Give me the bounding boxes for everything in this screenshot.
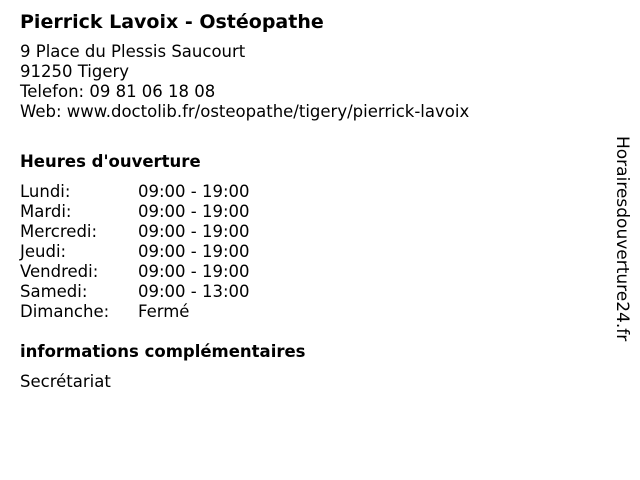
hours-heading: Heures d'ouverture: [20, 152, 201, 171]
hours-time: Fermé: [138, 302, 190, 321]
hours-day: Dimanche:: [20, 302, 110, 321]
address-line-2: 91250 Tigery: [20, 62, 130, 81]
phone-line: Telefon: 09 81 06 18 08: [20, 82, 216, 101]
hours-row-thursday: [20, 242, 600, 262]
hours-row-friday: [20, 262, 600, 282]
hours-row-tuesday: [20, 202, 600, 222]
hours-time: 09:00 - 13:00: [138, 282, 250, 301]
hours-row-sunday: [20, 302, 600, 322]
info-heading: informations complémentaires: [20, 342, 306, 361]
contact-block: [20, 42, 600, 122]
hours-day: Mardi:: [20, 202, 72, 221]
address-line-1: 9 Place du Plessis Saucourt: [20, 42, 246, 61]
listing-card: [20, 10, 600, 392]
hours-day: Lundi:: [20, 182, 71, 201]
hours-day: Mercredi:: [20, 222, 98, 241]
hours-time: 09:00 - 19:00: [138, 182, 250, 201]
hours-time: 09:00 - 19:00: [138, 222, 250, 241]
website-line: Web: www.doctolib.fr/osteopathe/tigery/pierrick-lavoix: [20, 102, 470, 121]
hours-row-wednesday: [20, 222, 600, 242]
hours-day: Samedi:: [20, 282, 88, 301]
hours-day: Jeudi:: [20, 242, 67, 261]
hours-time: 09:00 - 19:00: [138, 202, 250, 221]
hours-time: 09:00 - 19:00: [138, 262, 250, 281]
hours-row-saturday: [20, 282, 600, 302]
page-title: Pierrick Lavoix - Ostéopathe: [20, 11, 324, 33]
hours-table: [20, 182, 600, 322]
hours-time: 09:00 - 19:00: [138, 242, 250, 261]
info-text: Secrétariat: [20, 372, 111, 391]
site-watermark: Horairesdouverture24.fr: [612, 136, 632, 342]
hours-day: Vendredi:: [20, 262, 99, 281]
hours-row-monday: [20, 182, 600, 202]
